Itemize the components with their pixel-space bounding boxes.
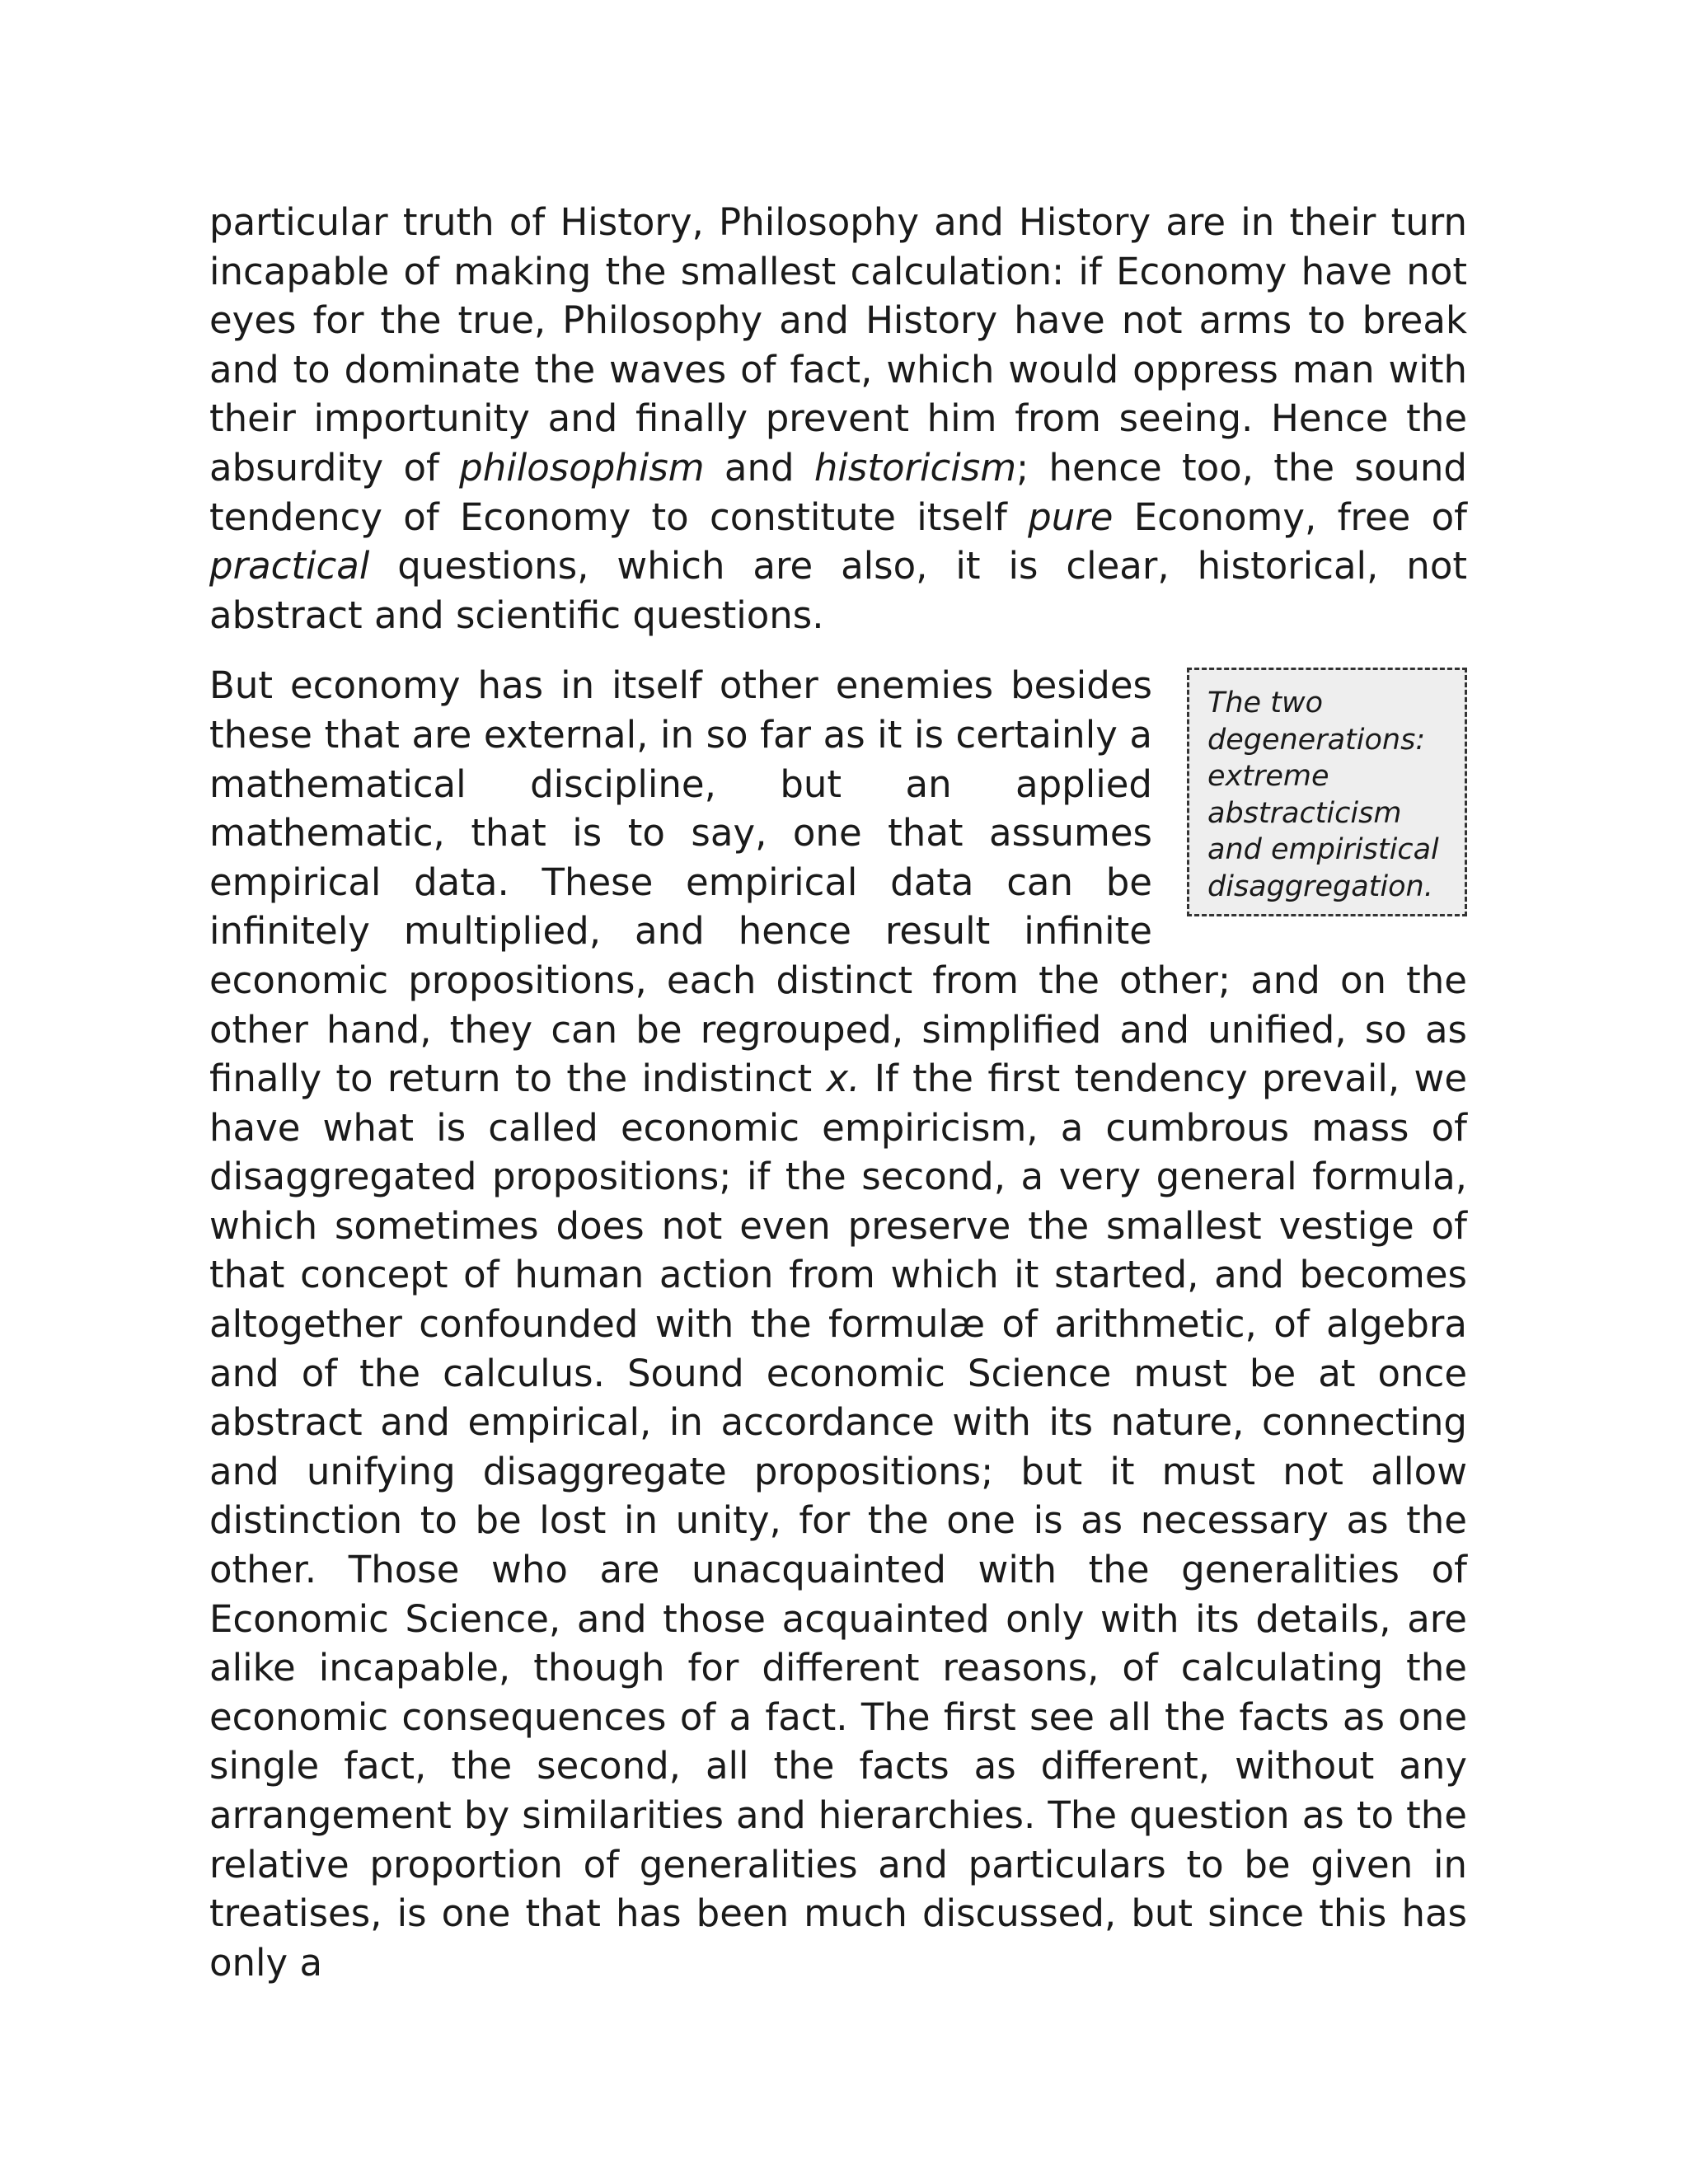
paragraph-1-text-5: questions, which are also, it is clear, historical, not abstract and scientific questions. xyxy=(209,544,1467,637)
emphasis-historicism: historicism xyxy=(814,445,1017,490)
paragraph-1-text-1: particular truth of History, Philosophy and History are in their turn incapable of making the smallest calculation: if Economy have not eyes for the true, Philosophy and History have not arms to break and to dominate the waves of fact, which would oppress man with their importunity and finally prevent him from seeing. Hence the absurdity of xyxy=(209,200,1467,490)
paragraph-1-text-3: ; hence too, the sound tendency of Economy to constitute itself xyxy=(209,445,1467,539)
page-body xyxy=(209,198,1467,1987)
paragraph-1 xyxy=(209,198,1467,640)
margin-note xyxy=(1187,668,1467,916)
paragraph-1-text-2: and xyxy=(704,445,814,490)
emphasis-pure: pure xyxy=(1028,494,1114,539)
emphasis-practical: practical xyxy=(209,544,370,588)
emphasis-x: x. xyxy=(826,1057,860,1101)
paragraph-1-text-4: Economy, free of xyxy=(1113,494,1468,539)
emphasis-philosophism: philosophism xyxy=(459,445,705,490)
margin-note-text: The two degenerations: extreme abstracticism and empiristical disaggregation. xyxy=(1207,687,1439,903)
paragraph-2 xyxy=(209,661,1467,1987)
paragraph-2-text-1: But economy has in itself other enemies besides these that are external, in so far as it is certainly a mathematical discipline, but an applied mathematic, that is to say, one that assumes empirical data. These empirical data can be infinitely multiplied, and hence result infinite economic propositions, each distinct from the other; and on the other hand, they can be regrouped, simplified and unified, so as finally to return to the indistinct xyxy=(209,663,1467,1101)
paragraph-2-text-2: If the first tendency prevail, we have what is called economic empiricism, a cumbrous mass of disaggregated propositions; if the second, a very general formula, which sometimes does not even preserve the smallest vestige of that concept of human action from which it started, and becomes altogether confounded with the formulæ of arithmetic, of algebra and of the calculus. Sound economic Science must be at once abstract and empirical, in accordance with its nature, connecting and unifying disaggregate propositions; but it must not allow distinction to be lost in unity, for the one is as necessary as the other. Those who are unacquainted with the generalities of Economic Science, and those acquainted only with its details, are alike incapable, though for different reasons, of calculating the economic consequences of a fact. The first see all the facts as one single fact, the second, all the facts as different, without any arrangement by similarities and hierarchies. The question as to the relative proportion of generalities and particulars to be given in treatises, is one that has been much discussed, but since this has only a xyxy=(209,1057,1467,1985)
